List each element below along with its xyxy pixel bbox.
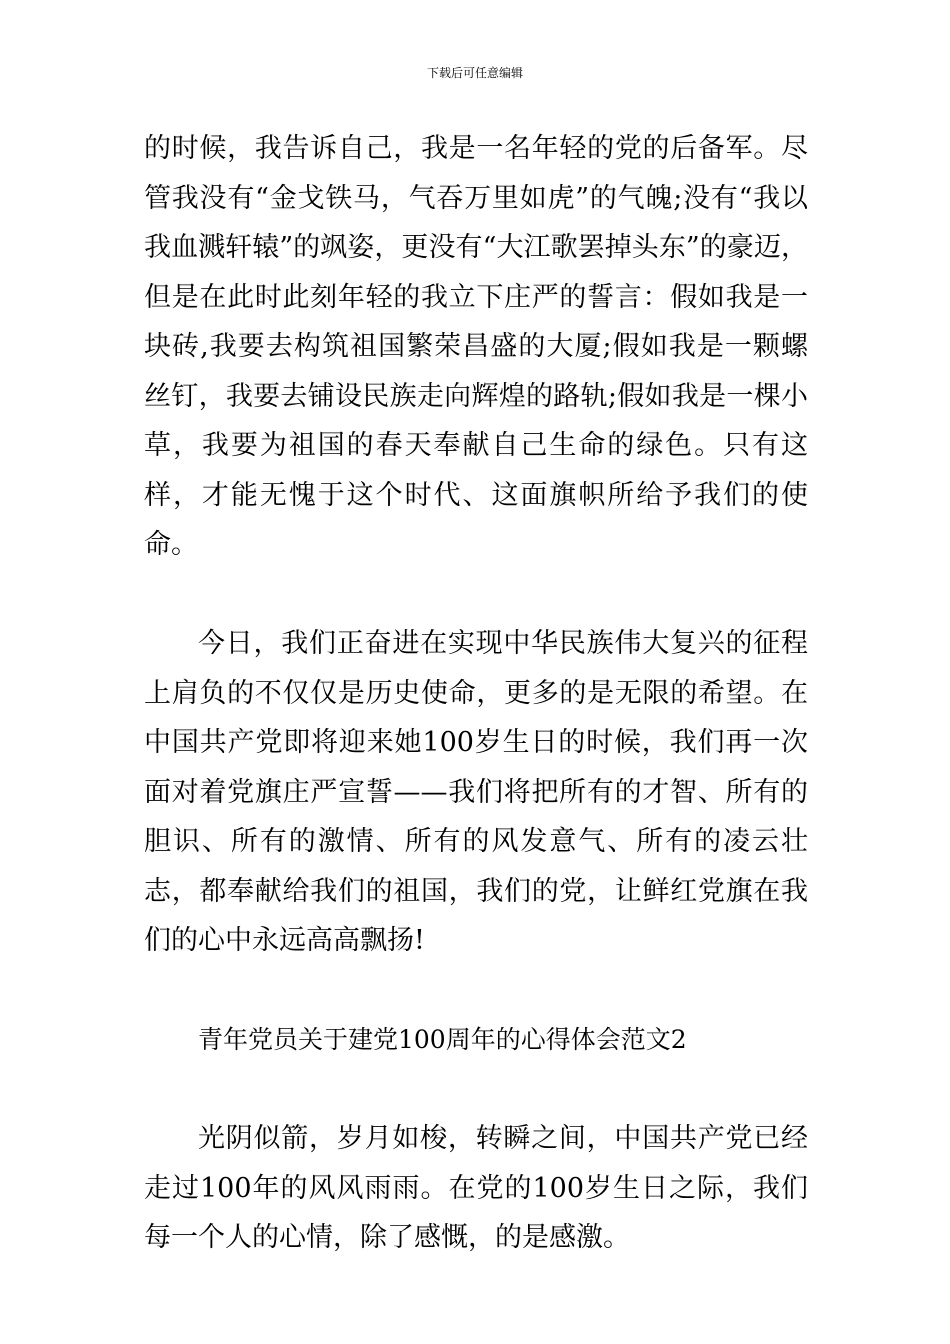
- section-heading: 青年党员关于建党100周年的心得体会范文2: [198, 1025, 687, 1054]
- document-body: [144, 124, 808, 1263]
- paragraph-time-flies: 光阴似箭，岁月如梭，转瞬之间，中国共产党已经走过100年的风风雨雨。在党的100岁生日之际，我们每一个人的心情，除了感慨，的是感激。: [144, 1123, 808, 1253]
- paragraph-spacer: [144, 1065, 808, 1115]
- paragraph-spacer: [144, 966, 808, 1016]
- paragraph-spacer: [144, 570, 808, 620]
- paragraph-today: 今日，我们正奋进在实现中华民族伟大复兴的征程上肩负的不仅仅是历史使命，更多的是无限的希望。在中国共产党即将迎来她100岁生日的时候，我们再一次面对着党旗庄严宣誓——我们将把所有的才智、所有的胆识、所有的激情、所有的风发意气、所有的凌云壮志，都奉献给我们的祖国，我们的党，让鲜红党旗在我们的心中永远高高飘扬!: [144, 628, 808, 956]
- page-header-note: 下载后可任意编辑: [426, 66, 523, 80]
- paragraph-oath: 的时候，我告诉自己，我是一名年轻的党的后备军。尽管我没有“金戈铁马，气吞万里如虎”的气魄;没有“我以我血溅轩辕”的飒姿，更没有“大江歌罢掉头东”的豪迈，但是在此时此刻年轻的我立下庄严的誓言：假如我是一块砖,我要去构筑祖国繁荣昌盛的大厦;假如我是一颗螺丝钉，我要去铺设民族走向辉煌的路轨;假如我是一棵小草，我要为祖国的春天奉献自己生命的绿色。只有这样，才能无愧于这个时代、这面旗帜所给予我们的使命。: [144, 133, 808, 560]
